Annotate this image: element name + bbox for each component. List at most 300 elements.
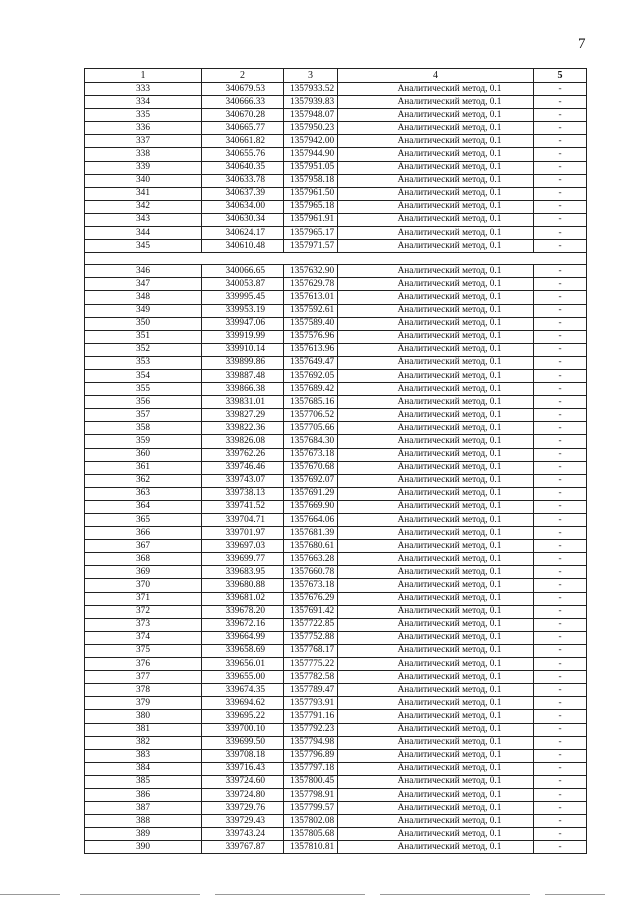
point-number-cell: 380 [85, 710, 202, 723]
y-coordinate-cell: 1357673.18 [284, 579, 338, 592]
y-coordinate-cell: 1357793.91 [284, 697, 338, 710]
x-coordinate-cell: 339887.48 [202, 369, 284, 382]
method-cell: Аналитический метод, 0.1 [338, 330, 534, 343]
method-cell: Аналитический метод, 0.1 [338, 278, 534, 291]
table-row [85, 605, 587, 618]
x-coordinate-cell: 339699.77 [202, 553, 284, 566]
y-coordinate-cell: 1357684.30 [284, 435, 338, 448]
method-cell: Аналитический метод, 0.1 [338, 540, 534, 553]
table-row [85, 187, 587, 200]
y-coordinate-cell: 1357782.58 [284, 671, 338, 684]
note-cell: - [534, 448, 587, 461]
y-coordinate-cell: 1357948.07 [284, 109, 338, 122]
y-coordinate-cell: 1357950.23 [284, 122, 338, 135]
method-cell: Аналитический метод, 0.1 [338, 187, 534, 200]
point-number-cell: 355 [85, 383, 202, 396]
point-number-cell: 350 [85, 317, 202, 330]
method-cell: Аналитический метод, 0.1 [338, 409, 534, 422]
table-row [85, 775, 587, 788]
y-coordinate-cell: 1357939.83 [284, 96, 338, 109]
table-row [85, 278, 587, 291]
table-row [85, 710, 587, 723]
method-cell: Аналитический метод, 0.1 [338, 605, 534, 618]
point-number-cell: 333 [85, 83, 202, 96]
footer-rule [380, 894, 530, 895]
point-number-cell: 377 [85, 671, 202, 684]
table-row [85, 762, 587, 775]
x-coordinate-cell: 339831.01 [202, 396, 284, 409]
method-cell: Аналитический метод, 0.1 [338, 579, 534, 592]
x-coordinate-cell: 339743.24 [202, 828, 284, 841]
separator-cell [85, 253, 587, 265]
x-coordinate-cell: 339674.35 [202, 684, 284, 697]
method-cell: Аналитический метод, 0.1 [338, 265, 534, 278]
page-number: 7 [578, 36, 586, 52]
x-coordinate-cell: 339822.36 [202, 422, 284, 435]
table-row [85, 330, 587, 343]
x-coordinate-cell: 339695.22 [202, 710, 284, 723]
x-coordinate-cell: 339947.06 [202, 317, 284, 330]
note-cell: - [534, 96, 587, 109]
method-cell: Аналитический метод, 0.1 [338, 841, 534, 854]
note-cell: - [534, 396, 587, 409]
header-col-1: 1 [85, 69, 202, 83]
method-cell: Аналитический метод, 0.1 [338, 122, 534, 135]
method-cell: Аналитический метод, 0.1 [338, 736, 534, 749]
x-coordinate-cell: 340053.87 [202, 278, 284, 291]
x-coordinate-cell: 340633.78 [202, 174, 284, 187]
y-coordinate-cell: 1357685.16 [284, 396, 338, 409]
y-coordinate-cell: 1357792.23 [284, 723, 338, 736]
method-cell: Аналитический метод, 0.1 [338, 435, 534, 448]
note-cell: - [534, 278, 587, 291]
method-cell: Аналитический метод, 0.1 [338, 291, 534, 304]
y-coordinate-cell: 1357649.47 [284, 356, 338, 369]
x-coordinate-cell: 339683.95 [202, 566, 284, 579]
note-cell: - [534, 135, 587, 148]
point-number-cell: 362 [85, 474, 202, 487]
point-number-cell: 357 [85, 409, 202, 422]
method-cell: Аналитический метод, 0.1 [338, 723, 534, 736]
y-coordinate-cell: 1357629.78 [284, 278, 338, 291]
point-number-cell: 356 [85, 396, 202, 409]
y-coordinate-cell: 1357942.00 [284, 135, 338, 148]
note-cell: - [534, 461, 587, 474]
x-coordinate-cell: 339741.52 [202, 500, 284, 513]
y-coordinate-cell: 1357768.17 [284, 644, 338, 657]
note-cell: - [534, 644, 587, 657]
y-coordinate-cell: 1357692.07 [284, 474, 338, 487]
x-coordinate-cell: 339697.03 [202, 540, 284, 553]
method-cell: Аналитический метод, 0.1 [338, 514, 534, 527]
point-number-cell: 336 [85, 122, 202, 135]
x-coordinate-cell: 339746.46 [202, 461, 284, 474]
note-cell: - [534, 161, 587, 174]
point-number-cell: 389 [85, 828, 202, 841]
x-coordinate-cell: 340630.34 [202, 213, 284, 226]
x-coordinate-cell: 339910.14 [202, 343, 284, 356]
point-number-cell: 387 [85, 802, 202, 815]
y-coordinate-cell: 1357800.45 [284, 775, 338, 788]
y-coordinate-cell: 1357613.01 [284, 291, 338, 304]
method-cell: Аналитический метод, 0.1 [338, 749, 534, 762]
method-cell: Аналитический метод, 0.1 [338, 356, 534, 369]
point-number-cell: 386 [85, 788, 202, 801]
point-number-cell: 351 [85, 330, 202, 343]
method-cell: Аналитический метод, 0.1 [338, 553, 534, 566]
method-cell: Аналитический метод, 0.1 [338, 461, 534, 474]
point-number-cell: 339 [85, 161, 202, 174]
note-cell: - [534, 304, 587, 317]
x-coordinate-cell: 339694.62 [202, 697, 284, 710]
note-cell: - [534, 697, 587, 710]
y-coordinate-cell: 1357705.66 [284, 422, 338, 435]
method-cell: Аналитический метод, 0.1 [338, 148, 534, 161]
point-number-cell: 338 [85, 148, 202, 161]
table-row [85, 369, 587, 382]
y-coordinate-cell: 1357592.61 [284, 304, 338, 317]
note-cell: - [534, 605, 587, 618]
table-row [85, 553, 587, 566]
table-row [85, 317, 587, 330]
y-coordinate-cell: 1357689.42 [284, 383, 338, 396]
header-col-3: 3 [284, 69, 338, 83]
method-cell: Аналитический метод, 0.1 [338, 828, 534, 841]
x-coordinate-cell: 339762.26 [202, 448, 284, 461]
method-cell: Аналитический метод, 0.1 [338, 422, 534, 435]
note-cell: - [534, 83, 587, 96]
x-coordinate-cell: 339681.02 [202, 592, 284, 605]
method-cell: Аналитический метод, 0.1 [338, 109, 534, 122]
method-cell: Аналитический метод, 0.1 [338, 161, 534, 174]
method-cell: Аналитический метод, 0.1 [338, 775, 534, 788]
table-row [85, 671, 587, 684]
note-cell: - [534, 435, 587, 448]
note-cell: - [534, 317, 587, 330]
point-number-cell: 376 [85, 658, 202, 671]
point-number-cell: 365 [85, 514, 202, 527]
point-number-cell: 359 [85, 435, 202, 448]
x-coordinate-cell: 340637.39 [202, 187, 284, 200]
note-cell: - [534, 684, 587, 697]
note-cell: - [534, 841, 587, 854]
point-number-cell: 382 [85, 736, 202, 749]
method-cell: Аналитический метод, 0.1 [338, 684, 534, 697]
table-row [85, 396, 587, 409]
method-cell: Аналитический метод, 0.1 [338, 135, 534, 148]
x-coordinate-cell: 339680.88 [202, 579, 284, 592]
method-cell: Аналитический метод, 0.1 [338, 762, 534, 775]
x-coordinate-cell: 340066.65 [202, 265, 284, 278]
note-cell: - [534, 671, 587, 684]
method-cell: Аналитический метод, 0.1 [338, 802, 534, 815]
note-cell: - [534, 775, 587, 788]
table-row [85, 736, 587, 749]
table-row [85, 422, 587, 435]
table-row [85, 240, 587, 253]
footer-rule [545, 894, 605, 895]
table-row [85, 474, 587, 487]
footer-rule [0, 894, 60, 895]
point-number-cell: 378 [85, 684, 202, 697]
x-coordinate-cell: 339729.76 [202, 802, 284, 815]
header-col-4: 4 [338, 69, 534, 83]
point-number-cell: 354 [85, 369, 202, 382]
note-cell: - [534, 200, 587, 213]
table-row [85, 135, 587, 148]
table-row [85, 304, 587, 317]
note-cell: - [534, 828, 587, 841]
note-cell: - [534, 343, 587, 356]
x-coordinate-cell: 339995.45 [202, 291, 284, 304]
x-coordinate-cell: 340666.33 [202, 96, 284, 109]
x-coordinate-cell: 339716.43 [202, 762, 284, 775]
x-coordinate-cell: 339656.01 [202, 658, 284, 671]
table-row [85, 343, 587, 356]
method-cell: Аналитический метод, 0.1 [338, 631, 534, 644]
table-row [85, 592, 587, 605]
point-number-cell: 373 [85, 618, 202, 631]
point-number-cell: 349 [85, 304, 202, 317]
method-cell: Аналитический метод, 0.1 [338, 474, 534, 487]
point-number-cell: 345 [85, 240, 202, 253]
point-number-cell: 385 [85, 775, 202, 788]
x-coordinate-cell: 339953.19 [202, 304, 284, 317]
note-cell: - [534, 240, 587, 253]
point-number-cell: 344 [85, 227, 202, 240]
point-number-cell: 379 [85, 697, 202, 710]
point-number-cell: 342 [85, 200, 202, 213]
x-coordinate-cell: 339827.29 [202, 409, 284, 422]
x-coordinate-cell: 339699.50 [202, 736, 284, 749]
y-coordinate-cell: 1357965.17 [284, 227, 338, 240]
point-number-cell: 374 [85, 631, 202, 644]
x-coordinate-cell: 339729.43 [202, 815, 284, 828]
note-cell: - [534, 723, 587, 736]
table-row [85, 658, 587, 671]
y-coordinate-cell: 1357589.40 [284, 317, 338, 330]
x-coordinate-cell: 339738.13 [202, 487, 284, 500]
table-row [85, 631, 587, 644]
table-row [85, 109, 587, 122]
y-coordinate-cell: 1357706.52 [284, 409, 338, 422]
coordinates-table [84, 68, 587, 854]
table-row [85, 566, 587, 579]
table-row [85, 828, 587, 841]
y-coordinate-cell: 1357752.88 [284, 631, 338, 644]
method-cell: Аналитический метод, 0.1 [338, 500, 534, 513]
footer-rule [80, 894, 200, 895]
method-cell: Аналитический метод, 0.1 [338, 213, 534, 226]
x-coordinate-cell: 339704.71 [202, 514, 284, 527]
table-row [85, 644, 587, 657]
y-coordinate-cell: 1357810.81 [284, 841, 338, 854]
y-coordinate-cell: 1357660.78 [284, 566, 338, 579]
note-cell: - [534, 540, 587, 553]
method-cell: Аналитический метод, 0.1 [338, 343, 534, 356]
y-coordinate-cell: 1357576.96 [284, 330, 338, 343]
note-cell: - [534, 265, 587, 278]
method-cell: Аналитический метод, 0.1 [338, 383, 534, 396]
table-row [85, 148, 587, 161]
method-cell: Аналитический метод, 0.1 [338, 710, 534, 723]
point-number-cell: 369 [85, 566, 202, 579]
table-row [85, 749, 587, 762]
point-number-cell: 368 [85, 553, 202, 566]
x-coordinate-cell: 340655.76 [202, 148, 284, 161]
y-coordinate-cell: 1357796.89 [284, 749, 338, 762]
point-number-cell: 390 [85, 841, 202, 854]
method-cell: Аналитический метод, 0.1 [338, 671, 534, 684]
x-coordinate-cell: 340670.28 [202, 109, 284, 122]
y-coordinate-cell: 1357676.29 [284, 592, 338, 605]
header-col-2: 2 [202, 69, 284, 83]
y-coordinate-cell: 1357799.57 [284, 802, 338, 815]
note-cell: - [534, 514, 587, 527]
table-row [85, 487, 587, 500]
y-coordinate-cell: 1357613.96 [284, 343, 338, 356]
x-coordinate-cell: 339899.86 [202, 356, 284, 369]
note-cell: - [534, 802, 587, 815]
y-coordinate-cell: 1357971.57 [284, 240, 338, 253]
method-cell: Аналитический метод, 0.1 [338, 644, 534, 657]
table-header-row [85, 69, 587, 83]
note-cell: - [534, 148, 587, 161]
point-number-cell: 348 [85, 291, 202, 304]
point-number-cell: 381 [85, 723, 202, 736]
y-coordinate-cell: 1357951.05 [284, 161, 338, 174]
method-cell: Аналитический метод, 0.1 [338, 788, 534, 801]
y-coordinate-cell: 1357802.08 [284, 815, 338, 828]
y-coordinate-cell: 1357681.39 [284, 527, 338, 540]
table-row [85, 618, 587, 631]
table-body [85, 83, 587, 854]
note-cell: - [534, 122, 587, 135]
table-row [85, 291, 587, 304]
point-number-cell: 364 [85, 500, 202, 513]
note-cell: - [534, 213, 587, 226]
y-coordinate-cell: 1357691.42 [284, 605, 338, 618]
y-coordinate-cell: 1357797.18 [284, 762, 338, 775]
point-number-cell: 360 [85, 448, 202, 461]
y-coordinate-cell: 1357664.06 [284, 514, 338, 527]
table-row [85, 500, 587, 513]
point-number-cell: 335 [85, 109, 202, 122]
table-row [85, 514, 587, 527]
x-coordinate-cell: 339866.38 [202, 383, 284, 396]
x-coordinate-cell: 339724.80 [202, 788, 284, 801]
method-cell: Аналитический метод, 0.1 [338, 174, 534, 187]
y-coordinate-cell: 1357944.90 [284, 148, 338, 161]
y-coordinate-cell: 1357775.22 [284, 658, 338, 671]
x-coordinate-cell: 339658.69 [202, 644, 284, 657]
x-coordinate-cell: 339655.00 [202, 671, 284, 684]
y-coordinate-cell: 1357680.61 [284, 540, 338, 553]
x-coordinate-cell: 339672.16 [202, 618, 284, 631]
x-coordinate-cell: 339701.97 [202, 527, 284, 540]
x-coordinate-cell: 339826.08 [202, 435, 284, 448]
method-cell: Аналитический метод, 0.1 [338, 304, 534, 317]
note-cell: - [534, 553, 587, 566]
note-cell: - [534, 710, 587, 723]
table-row [85, 802, 587, 815]
note-cell: - [534, 422, 587, 435]
point-number-cell: 384 [85, 762, 202, 775]
table-row [85, 435, 587, 448]
point-number-cell: 375 [85, 644, 202, 657]
note-cell: - [534, 187, 587, 200]
point-number-cell: 367 [85, 540, 202, 553]
header-col-5: 5 [534, 69, 587, 83]
x-coordinate-cell: 340665.77 [202, 122, 284, 135]
x-coordinate-cell: 339700.10 [202, 723, 284, 736]
y-coordinate-cell: 1357791.16 [284, 710, 338, 723]
note-cell: - [534, 788, 587, 801]
method-cell: Аналитический метод, 0.1 [338, 369, 534, 382]
method-cell: Аналитический метод, 0.1 [338, 240, 534, 253]
note-cell: - [534, 762, 587, 775]
note-cell: - [534, 815, 587, 828]
table-separator-row [85, 253, 587, 265]
note-cell: - [534, 174, 587, 187]
method-cell: Аналитический метод, 0.1 [338, 317, 534, 330]
point-number-cell: 337 [85, 135, 202, 148]
point-number-cell: 343 [85, 213, 202, 226]
table-row [85, 161, 587, 174]
table-row [85, 723, 587, 736]
table-row [85, 409, 587, 422]
table-row [85, 461, 587, 474]
y-coordinate-cell: 1357691.29 [284, 487, 338, 500]
method-cell: Аналитический метод, 0.1 [338, 592, 534, 605]
y-coordinate-cell: 1357789.47 [284, 684, 338, 697]
point-number-cell: 388 [85, 815, 202, 828]
x-coordinate-cell: 340640.35 [202, 161, 284, 174]
y-coordinate-cell: 1357805.68 [284, 828, 338, 841]
table-row [85, 356, 587, 369]
point-number-cell: 353 [85, 356, 202, 369]
method-cell: Аналитический метод, 0.1 [338, 448, 534, 461]
y-coordinate-cell: 1357958.18 [284, 174, 338, 187]
y-coordinate-cell: 1357722.85 [284, 618, 338, 631]
x-coordinate-cell: 340679.53 [202, 83, 284, 96]
note-cell: - [534, 527, 587, 540]
table-row [85, 841, 587, 854]
x-coordinate-cell: 339767.87 [202, 841, 284, 854]
y-coordinate-cell: 1357794.98 [284, 736, 338, 749]
point-number-cell: 347 [85, 278, 202, 291]
table-row [85, 527, 587, 540]
table-row [85, 174, 587, 187]
y-coordinate-cell: 1357673.18 [284, 448, 338, 461]
note-cell: - [534, 487, 587, 500]
point-number-cell: 341 [85, 187, 202, 200]
y-coordinate-cell: 1357663.28 [284, 553, 338, 566]
table-row [85, 213, 587, 226]
method-cell: Аналитический метод, 0.1 [338, 96, 534, 109]
table-row [85, 200, 587, 213]
point-number-cell: 363 [85, 487, 202, 500]
table-row [85, 815, 587, 828]
x-coordinate-cell: 340610.48 [202, 240, 284, 253]
table-row [85, 83, 587, 96]
y-coordinate-cell: 1357798.91 [284, 788, 338, 801]
method-cell: Аналитический метод, 0.1 [338, 697, 534, 710]
table-row [85, 697, 587, 710]
x-coordinate-cell: 340661.82 [202, 135, 284, 148]
table-row [85, 383, 587, 396]
x-coordinate-cell: 340624.17 [202, 227, 284, 240]
